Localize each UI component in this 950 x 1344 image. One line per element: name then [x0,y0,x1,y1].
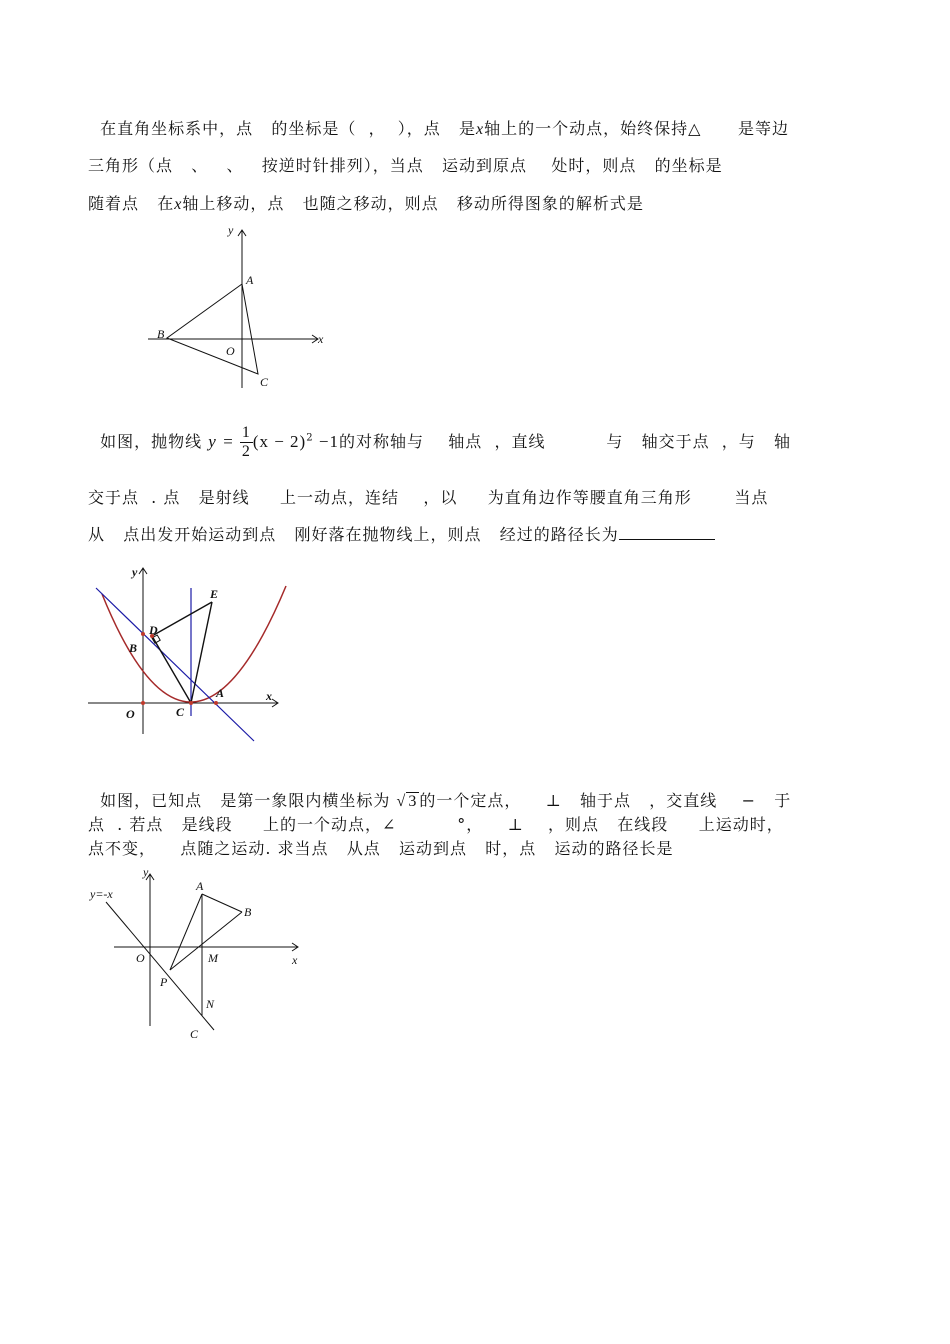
p3-segment-pb [170,912,242,970]
p2-point-o [141,701,145,705]
p2-fraction: $\frac{1}{2}$ [241,424,251,460]
p3-segment-pa [170,894,202,970]
p1-label-o: O [226,344,235,358]
p1-line1: 在直角坐标系中，点 的坐标是（ ， ），点 是x轴上的一个动点，始终保持△ 是等边 [88,119,789,138]
p2-line-bc [96,588,254,741]
p2-line1: 如图，抛物线 y = $\frac{1}{2}$ $(x - 2)^2 -1$的对称轴与 轴点 ，直线 与 轴交于点 ，与 轴 [88,424,792,460]
p2-segment-ec [191,602,212,703]
p3-line2: 点 . 若点 是线段 上的一个动点，∠ °， ⊥ ，则点 在线段 上运动时， [88,815,784,834]
p2-line3: 从 点出发开始运动到点 刚好落在抛物线上，则点 经过的路径长为 [88,522,715,545]
p2-label-c: C [176,705,185,719]
p1-line3: 随着点 在x轴上移动，点 也随之移动，则点 移动所得图象的解析式是 [88,194,644,213]
p3-line3: 点不变， 点随之运动. 求当点 从点 运动到点 时，点 运动的路径长是 [88,839,674,858]
p2-line2: 交于点 . 点 是射线 上一动点，连结 ，以 为直角边作等腰直角三角形 当点 [88,488,769,507]
p2-label-o: O [126,707,135,721]
p2-point-a [214,701,218,705]
p2-label-x: x [266,689,272,703]
p1-label-y: y [228,223,234,237]
p2-point-c [189,701,193,705]
p3-label-x: x [292,953,298,967]
p2-label-a: A [216,686,225,700]
p3-label-b: B [244,905,252,919]
p3-sqrt: √ 3 [396,793,418,810]
p2-label-e: E [210,587,219,601]
p2-point-b [141,632,145,636]
p3-label-m: M [208,951,218,965]
p3-label-p: P [160,975,168,989]
p3-label-n: N [206,997,215,1011]
p1-line2: 三角形（点 、 、 按逆时针排列），当点 运动到原点 处时，则点 的坐标是 [88,156,723,175]
p3-label-o: O [136,951,145,965]
p3-line1: 如图，已知点 是第一象限内横坐标为 √ 3 的一个定点， ⊥ 轴于点 ，交直线 − 于 [88,791,792,810]
p1-label-x: x [318,332,324,346]
p3-label-c: C [190,1027,199,1041]
p3-figure [86,866,306,1046]
p1-label-b: B [157,327,165,341]
p2-label-b: B [129,641,138,655]
p3-segment-ab [202,894,242,912]
p2-figure [86,566,296,746]
p3-line-y-neg-x [106,902,214,1030]
p1-label-a: A [246,273,254,287]
p1-triangle-abc [167,284,258,374]
p1-figure [140,222,340,392]
p3-label-y: y [143,865,149,879]
p2-answer-blank[interactable] [619,525,715,540]
p2-label-y: y [132,565,138,579]
p2-label-d: D [149,623,158,637]
p3-label-a: A [196,879,204,893]
p2-segment-de [152,602,212,636]
p1-label-c: C [260,375,269,389]
p3-label-line: y=-x [90,887,113,901]
p2-segment-dc [152,636,191,703]
